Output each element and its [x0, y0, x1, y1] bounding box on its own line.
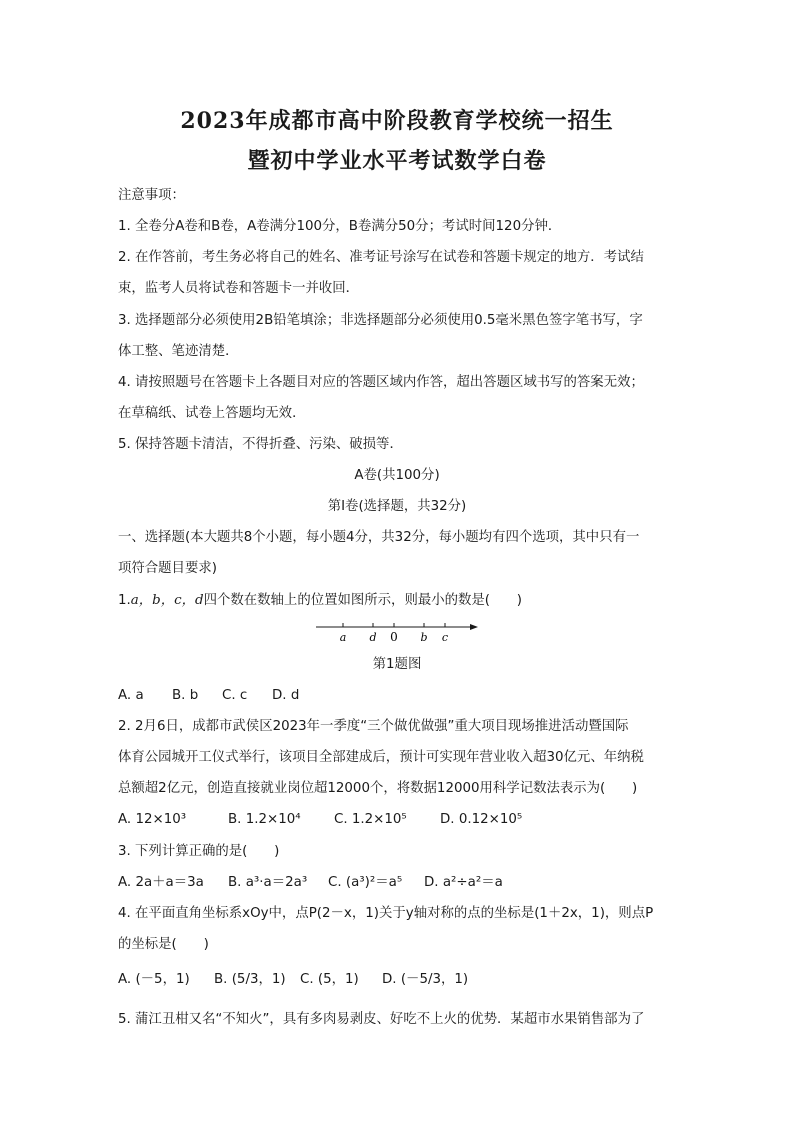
q1-option-d: D. d: [272, 688, 300, 703]
number-line-arrow-icon: [470, 624, 478, 630]
question-1-options: [118, 686, 680, 706]
q3-option-d: D. a²÷a²＝a: [424, 875, 503, 890]
question-1-number: 1.: [118, 593, 131, 608]
question-1-text: 四个数在数轴上的位置如图所示，则最小的数是( ): [203, 593, 523, 608]
axis-label-a: a: [339, 631, 347, 644]
question-4-options: [118, 970, 680, 990]
question-4-line1: 4. 在平面直角坐标系xOy中，点P(2－x，1)关于y轴对称的点的坐标是(1＋2x，1)，则点P: [118, 906, 654, 921]
question-5-line1: 5. 蒲江丑柑又名“不知火”，具有多肉易剥皮、好吃不上火的优势．某超市水果销售部为了: [118, 1012, 645, 1027]
q2-option-d: D. 0.12×10⁵: [440, 812, 523, 827]
question-1-stem: [118, 591, 680, 611]
figure-1-caption: 第1题图: [372, 657, 422, 672]
q4-option-b: B. (5/3，1): [214, 972, 286, 987]
notice-2: 2. 在作答前，考生务必将自己的姓名、准考证号涂写在试卷和答题卡规定的地方．考试结: [118, 250, 644, 265]
question-3-options: [118, 873, 680, 893]
notice-2-cont: 束，监考人员将试卷和答题卡一并收回．: [118, 281, 360, 296]
q3-option-c: C. (a³)²＝a⁵: [328, 875, 403, 890]
q1-option-b: B. b: [172, 688, 199, 703]
section1-instructions: 一、选择题(本大题共8个小题，每小题4分，共32分，每小题均有四个选项，其中只有一: [118, 530, 640, 545]
section1-instructions-cont: 项符合题目要求): [118, 561, 217, 576]
notice-4-cont: 在草稿纸、试卷上答题均无效．: [118, 406, 306, 421]
q2-option-b: B. 1.2×10⁴: [228, 812, 301, 827]
q4-option-d: D. (－5/3，1): [382, 972, 469, 987]
question-2-line3: 总额超2亿元，创造直接就业岗位超12000个，将数据12000用科学记数法表示为( ): [118, 781, 638, 796]
number-line-figure: [310, 617, 490, 649]
question-3-stem: 3. 下列计算正确的是( ): [118, 844, 280, 859]
q2-option-c: C. 1.2×10⁵: [334, 812, 407, 827]
question-4-line2: 的坐标是( ): [118, 937, 209, 952]
axis-label-d: d: [369, 631, 377, 644]
q4-option-c: C. (5，1): [300, 972, 359, 987]
exam-title-line1: 2023年成都市高中阶段教育学校统一招生: [180, 108, 614, 134]
question-2-line1: 2. 2月6日，成都市武侯区2023年一季度“三个做优做强”重大项目现场推进活动暨国际: [118, 719, 629, 734]
notice-4: 4. 请按照题号在答题卡上各题目对应的答题区域内作答，超出答题区域书写的答案无效；: [118, 375, 644, 390]
q1-option-a: A. a: [118, 688, 144, 703]
q3-option-a: A. 2a＋a＝3a: [118, 875, 204, 890]
notice-1: 1. 全卷分A卷和B卷，A卷满分100分，B卷满分50分；考试时间120分钟．: [118, 219, 562, 234]
q4-option-a: A. (－5，1): [118, 972, 190, 987]
exam-title-line2: 暨初中学业水平考试数学白卷: [247, 148, 547, 174]
volume-a-heading: A卷(共100分): [354, 468, 440, 483]
part1-heading: 第Ⅰ卷(选择题，共32分): [327, 499, 467, 514]
notice-heading: 注意事项：: [118, 188, 185, 203]
notice-5: 5. 保持答题卡清洁，不得折叠、污染、破损等．: [118, 437, 403, 452]
question-2-line2: 体育公园城开工仪式举行，该项目全部建成后，预计可实现年营业收入超30亿元、年纳税: [118, 750, 644, 765]
q2-option-a: A. 12×10³: [118, 812, 187, 827]
question-2-options: [118, 810, 680, 830]
q3-option-b: B. a³·a＝2a³: [228, 875, 308, 890]
axis-label-c: c: [441, 631, 449, 644]
axis-label-b: b: [420, 631, 428, 644]
notice-3-cont: 体工整、笔迹清楚．: [118, 344, 239, 359]
notice-3: 3. 选择题部分必须使用2B铅笔填涂；非选择题部分必须使用0.5毫米黑色签字笔书写，字: [118, 313, 643, 328]
axis-label-zero: 0: [390, 630, 398, 644]
q1-option-c: C. c: [222, 688, 248, 703]
question-1-vars: a，b，c，d: [130, 593, 204, 608]
